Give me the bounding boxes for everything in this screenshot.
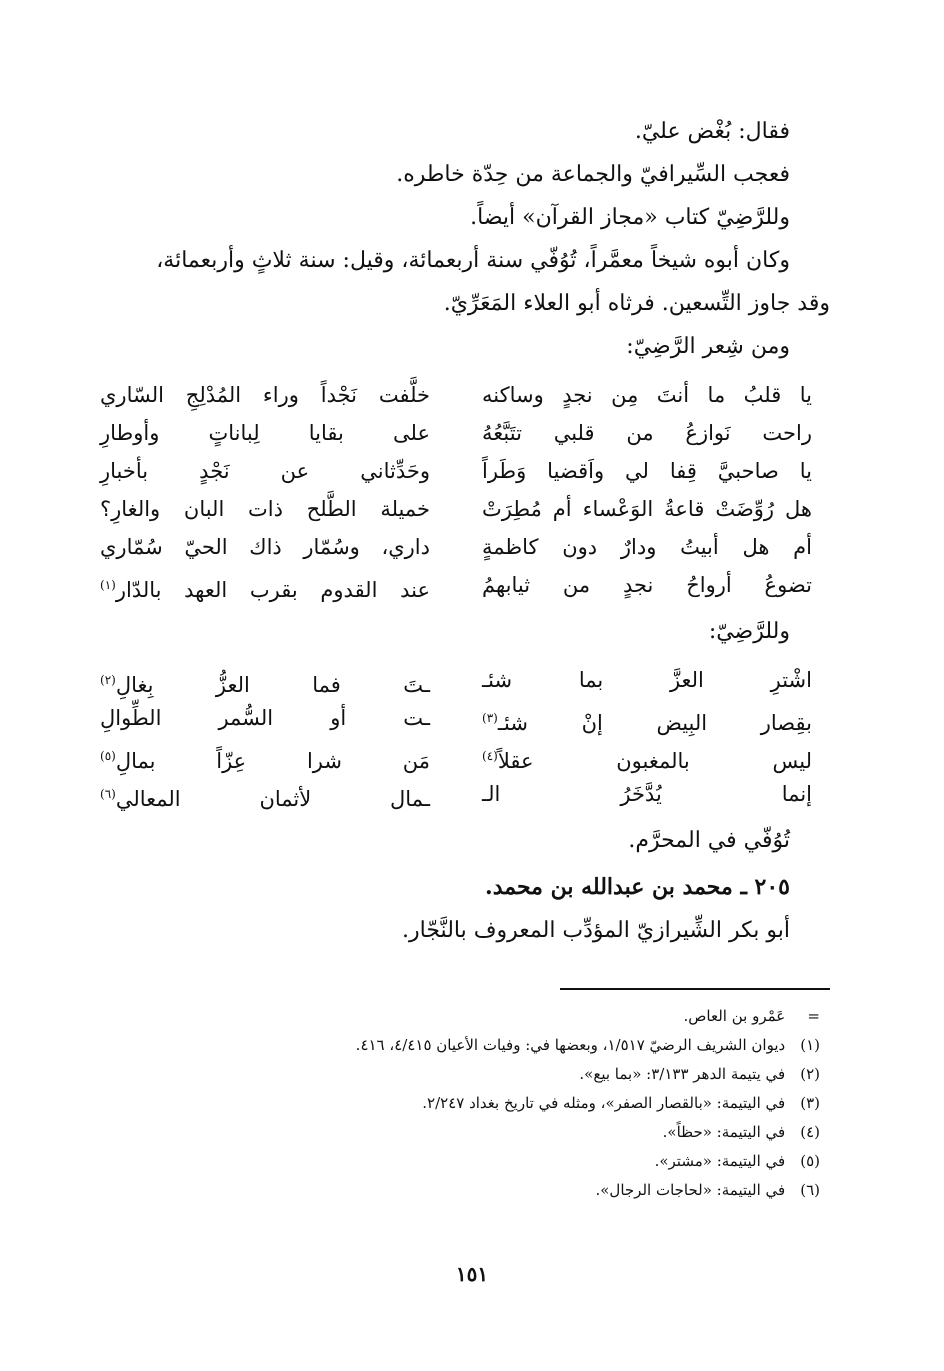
poem-1 bbox=[100, 376, 830, 604]
poem-intro: وللرَّضِيّ: bbox=[708, 619, 790, 644]
verse-hemistich-second bbox=[100, 566, 430, 604]
verse-hemistich-first bbox=[482, 737, 812, 775]
verse-line bbox=[100, 490, 830, 528]
footnote-text: في اليتيمة: «بالقصار الصفر»، ومثله في تاريخ بغداد ٢/٢٤٧. bbox=[422, 1094, 786, 1112]
verse-hemistich-second: داري، وسُمّار ذاك الحيّ سُمّاري bbox=[100, 535, 430, 559]
footnote bbox=[100, 1118, 820, 1147]
verse-hemistich-second bbox=[100, 775, 430, 813]
prose-line: وللرَّضِيّ كتاب «مجاز القرآن» أيضاً. bbox=[470, 205, 790, 230]
verse-line bbox=[100, 528, 830, 566]
footnote-text: في يتيمة الدهر ٣/١٣٣: «بما بيع». bbox=[579, 1065, 786, 1083]
hemistich-text: عند القدوم بقرب العهد بالدّار bbox=[115, 578, 430, 602]
prose-line: فقال: بُغْض عليّ. bbox=[634, 119, 790, 144]
hemistich-text: مَن شرا عِزّاً بمالِ bbox=[115, 749, 430, 773]
prose-block bbox=[100, 110, 830, 368]
verse-hemistich-first: اشْترِ العزَّ بما شئـ bbox=[482, 668, 812, 692]
footnote-text: في اليتيمة: «مشتر». bbox=[654, 1152, 786, 1170]
verse-line bbox=[100, 566, 830, 604]
footnote bbox=[100, 1002, 820, 1031]
verse-hemistich-second: ـت أو السُّمر الطِّوالِ bbox=[100, 706, 430, 730]
entry-heading: ٢٠٥ ـ محمد بن عبدالله بن محمد. bbox=[485, 874, 790, 900]
verse-hemistich-first: إنما يُدَّخَرُ الـ bbox=[482, 782, 812, 806]
verse-hemistich-second: خميلة الطَّلح ذات البان والغارِ؟ bbox=[100, 497, 430, 521]
footnote-ref: (٦) bbox=[100, 787, 116, 801]
verse-hemistich-second: وحَدِّثاني عن نَجْدٍ بأخبارِ bbox=[100, 459, 430, 483]
death-note: تُوُفّي في المحرَّم. bbox=[628, 828, 790, 853]
verse-line bbox=[100, 737, 830, 775]
footnote-text: ديوان الشريف الرضيّ ١/٥١٧، وبعضها في: وفيات الأعيان ٤/٤١٥، ٤١٦. bbox=[355, 1036, 786, 1054]
poem-2 bbox=[100, 661, 830, 813]
footnote-number: (٦) bbox=[800, 1181, 820, 1199]
hemistich-text: ـمال لأثمان المعالي bbox=[115, 787, 430, 811]
verse-hemistich-first: أم هل أبيتُ ودارٌ دون كاظمةٍ bbox=[482, 535, 812, 559]
verse-hemistich-second bbox=[100, 661, 430, 699]
verse-hemistich-first: هل رُوِّضَتْ قاعةُ الوَعْساء أم مُطِرَتْ bbox=[482, 497, 812, 521]
verse-line bbox=[100, 661, 830, 699]
verse-hemistich-first: يا صاحبيَّ قِفا لي واَقضيا وَطَراً bbox=[482, 459, 812, 483]
footnote-number: (٣) bbox=[800, 1094, 820, 1112]
verse-line bbox=[100, 699, 830, 737]
footnote-ref: (١) bbox=[100, 578, 116, 592]
verse-hemistich-first: تضوعُ أرواحُ نجدٍ من ثيابهمُ bbox=[482, 573, 812, 597]
verse-hemistich-first: يا قلبُ ما أنتَ مِن نجدٍ وساكنه bbox=[482, 383, 812, 407]
poem-intro: ومن شِعر الرَّضِيّ: bbox=[626, 334, 790, 359]
footnote-text: في اليتيمة: «لحاجات الرجال». bbox=[595, 1181, 786, 1199]
verse-line bbox=[100, 452, 830, 490]
footnote-ref: (٤) bbox=[482, 749, 498, 763]
footnote bbox=[100, 1147, 820, 1176]
hemistich-text: بقِصار البِيض إنْ شئـ bbox=[497, 711, 812, 735]
verse-line bbox=[100, 775, 830, 813]
footnote-ref: (٥) bbox=[100, 749, 116, 763]
footnotes bbox=[100, 1002, 830, 1205]
prose-line: وقد جاوز التِّسعين. فرثاه أبو العلاء المَعَرِّيّ. bbox=[443, 291, 830, 316]
footnote bbox=[100, 1060, 820, 1089]
hemistich-text: ـتَ فما العزُّ بِغالِ bbox=[115, 673, 430, 697]
footnote-text: في اليتيمة: «حظاً». bbox=[662, 1123, 786, 1141]
verse-hemistich-first: راحت نَوازعُ من قلبي تتَبَّعُهُ bbox=[482, 421, 812, 445]
verse-hemistich-second: على بقايا لِباناتٍ وأوطارِ bbox=[100, 421, 430, 445]
entry-description: أبو بكر الشِّيرازيّ المؤدِّب المعروف بالنَّجّار. bbox=[402, 918, 790, 943]
footnote-text: عَمْرو بن العاص. bbox=[683, 1007, 786, 1025]
footnote-number: (٤) bbox=[800, 1123, 820, 1141]
hemistich-text: ليس بالمغبون عقلاً bbox=[497, 749, 812, 773]
prose-line: وكان أبوه شيخاً معمَّراً، تُوُفّي سنة أربعمائة، وقيل: سنة ثلاثٍ وأربعمائة، bbox=[156, 248, 790, 273]
verse-hemistich-second: خلَّفت نَجْداً وراء المُدْلِجِ السّاري bbox=[100, 383, 430, 407]
footnote-divider bbox=[560, 988, 830, 990]
footnote bbox=[100, 1031, 820, 1060]
footnote bbox=[100, 1089, 820, 1118]
page-number: ١٥١ bbox=[455, 1262, 489, 1286]
footnote-number: (١) bbox=[800, 1036, 820, 1054]
footnote-number: = bbox=[807, 1007, 820, 1025]
footnote bbox=[100, 1176, 820, 1205]
verse-hemistich-second bbox=[100, 737, 430, 775]
page-body bbox=[100, 110, 830, 1205]
footnote-number: (٢) bbox=[800, 1065, 820, 1083]
verse-line bbox=[100, 414, 830, 452]
prose-line: فعجب السِّيرافيّ والجماعة من حِدّة خاطره. bbox=[396, 162, 790, 187]
verse-line bbox=[100, 376, 830, 414]
footnote-ref: (٢) bbox=[100, 673, 116, 687]
verse-hemistich-first bbox=[482, 699, 812, 737]
footnote-number: (٥) bbox=[800, 1152, 820, 1170]
footnote-ref: (٣) bbox=[482, 711, 498, 725]
